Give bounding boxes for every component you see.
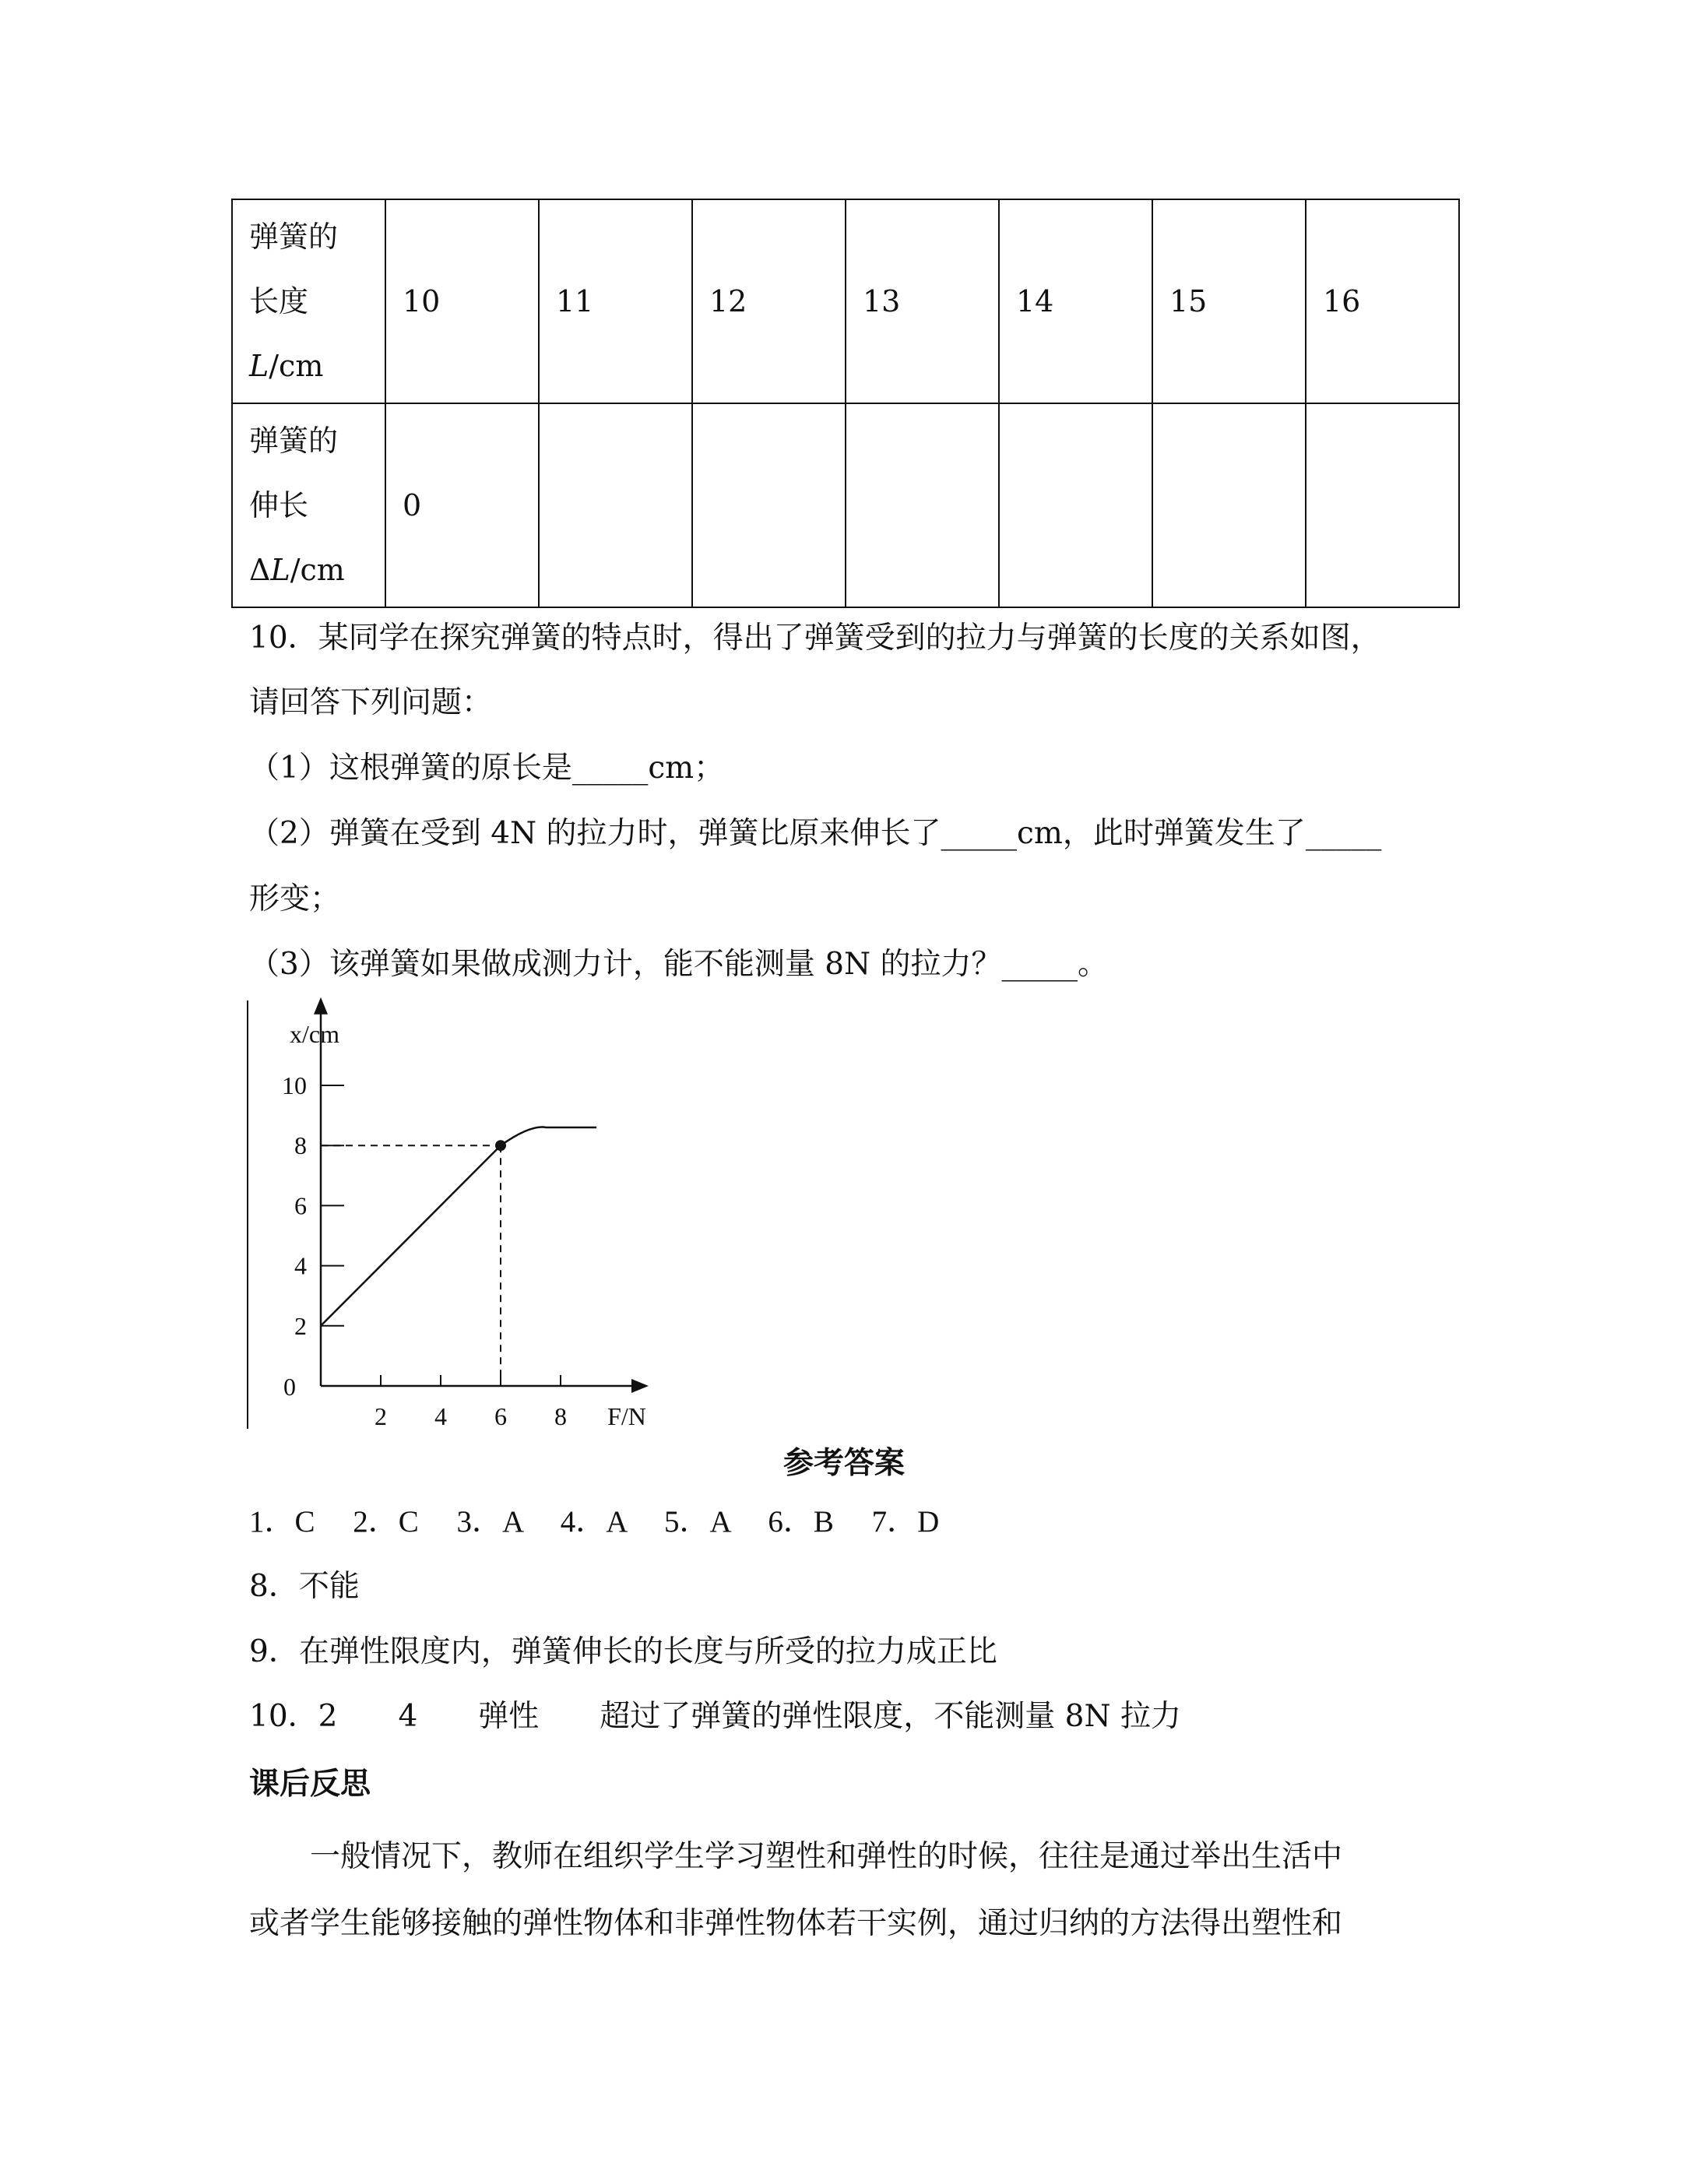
y-tick-label: 8 — [294, 1131, 307, 1160]
table-row-extension — [232, 403, 1459, 607]
series-curved-segment — [501, 1127, 596, 1146]
table-cell — [1306, 403, 1459, 607]
origin-label: 0 — [283, 1373, 296, 1401]
chart-axes — [314, 997, 649, 1393]
sub-question-1: （1）这根弹簧的原长是_____cm； — [249, 751, 725, 786]
table-cell: 0 — [385, 403, 539, 607]
question-stem-line1: 10．某同学在探究弹簧的特点时，得出了弹簧受到的拉力与弹簧的长度的关系如图， — [249, 621, 1381, 656]
sub-question-3: （3）该弹簧如果做成测力计，能不能测量 8N 的拉力？_____。 — [249, 947, 1109, 982]
row-header-length: 弹簧的 长度 L/cm — [232, 199, 385, 403]
table-cell — [846, 403, 999, 607]
question-stem-line2: 请回答下列问题： — [249, 685, 493, 720]
y-axis-label: x/cm — [290, 1019, 339, 1048]
y-tick-label: 2 — [294, 1311, 307, 1340]
chart-labels — [282, 1020, 646, 1430]
series-linear-segment — [321, 1145, 501, 1326]
sub-question-2-line2: 形变； — [249, 881, 341, 916]
answers-line-2: 8．不能 — [249, 1569, 360, 1604]
chart-marks — [321, 1127, 596, 1386]
table-cell: 15 — [1152, 199, 1306, 403]
reflection-line-1: 一般情况下，教师在组织学生学习塑性和弹性的时候，往往是通过举出生活中 — [249, 1839, 1343, 1874]
table-cell: 16 — [1306, 199, 1459, 403]
answers-line-3: 9．在弹性限度内，弹簧伸长的长度与所受的拉力成正比 — [249, 1634, 997, 1669]
row-header-extension: 弹簧的 伸长 ΔL/cm — [232, 403, 385, 607]
table-row-length — [232, 199, 1459, 403]
answers-title: 参考答案 — [782, 1445, 905, 1481]
table-cell: 10 — [385, 199, 539, 403]
spring-data-table — [231, 199, 1460, 608]
table-cell — [692, 403, 846, 607]
answers-line-4: 10．2 4 弹性 超过了弹簧的弹性限度，不能测量 8N 拉力 — [249, 1699, 1181, 1734]
x-tick-label: 8 — [554, 1402, 567, 1430]
x-axis-arrow — [631, 1379, 649, 1393]
unit-delta-L: ΔL/cm — [249, 552, 345, 587]
table-cell — [1152, 403, 1306, 607]
x-tick-label: 4 — [434, 1402, 447, 1430]
y-tick-label: 4 — [294, 1251, 307, 1280]
unit-L: L/cm — [249, 348, 324, 383]
reflection-line-2: 或者学生能够接触的弹性物体和非弹性物体若干实例，通过归纳的方法得出塑性和 — [249, 1906, 1343, 1941]
x-axis-label: F/N — [607, 1402, 646, 1430]
y-axis-arrow — [314, 997, 328, 1015]
answers-line-1: 1．C 2．C 3．A 4．A 5．A 6．B 7．D — [249, 1505, 940, 1539]
table-cell: 11 — [539, 199, 692, 403]
y-tick-label: 6 — [294, 1191, 307, 1220]
table-cell: 13 — [846, 199, 999, 403]
table-cell: 14 — [999, 199, 1152, 403]
x-tick-label: 2 — [375, 1402, 387, 1430]
x-tick-label: 6 — [494, 1402, 507, 1430]
marked-point — [495, 1140, 506, 1151]
table-cell — [539, 403, 692, 607]
force-extension-chart — [234, 997, 670, 1440]
table-cell — [999, 403, 1152, 607]
sub-question-2-line1: （2）弹簧在受到 4N 的拉力时，弹簧比原来伸长了_____cm，此时弹簧发生了_____ — [249, 816, 1382, 851]
y-tick-label: 10 — [282, 1071, 307, 1099]
reflection-title: 课后反思 — [249, 1766, 371, 1802]
table-cell: 12 — [692, 199, 846, 403]
